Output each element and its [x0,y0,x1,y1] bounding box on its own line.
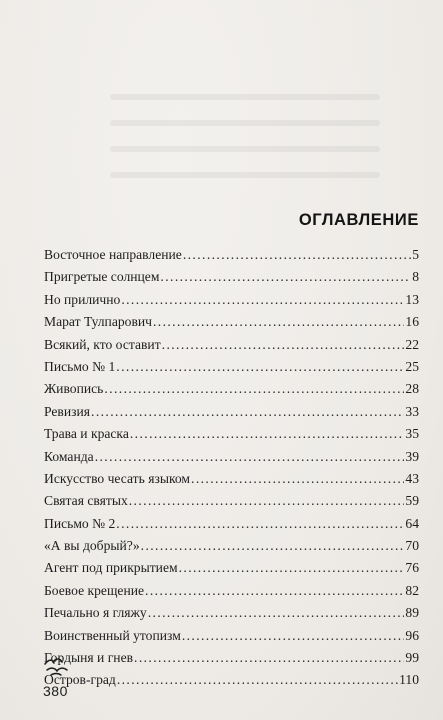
toc-entry-page: 8 [412,269,419,285]
toc-entry-title: Остров-град [44,672,116,688]
toc-entry-title: Письмо № 2 [44,515,116,531]
toc-entry [44,468,419,490]
toc-entry-page: 59 [405,493,419,509]
toc-entry [44,289,419,311]
toc-entry-title: Команда [44,448,94,464]
toc-entry-title: Печально я гляжу [44,605,147,621]
dot-leader [183,244,411,266]
toc-entry-title: «А вы добрый?» [44,538,140,554]
toc-entry-page: 110 [399,672,419,688]
dot-leader [116,356,404,378]
toc-entry-title: Трава и краска [44,426,129,442]
dot-leader [179,557,405,579]
toc-entry-title: Гордыня и гнев [44,650,134,666]
dot-leader [116,513,404,535]
toc-entry [44,244,419,266]
toc-entry [44,311,419,333]
dot-leader [148,602,405,624]
dot-leader [160,266,411,288]
toc-entry [44,580,419,602]
dot-leader [141,535,405,557]
toc-entry [44,266,419,288]
dot-leader [117,669,398,691]
toc-entry-page: 25 [405,358,419,374]
page-title: ОГЛАВЛЕНИЕ [298,211,419,229]
toc-entry [44,602,419,624]
toc-entry-page: 35 [405,426,419,442]
bleed-through-text [110,94,380,100]
dot-leader [182,625,405,647]
toc-entry [44,669,419,691]
toc-entry [44,423,419,445]
dot-leader [162,334,405,356]
toc-entry-page: 39 [405,448,419,464]
toc-entry-title: Но прилично [44,291,121,307]
toc-entry [44,401,419,423]
toc-entry-title: Всякий, кто оставит [44,336,161,352]
dot-leader [121,289,404,311]
toc-entry-page: 76 [405,560,419,576]
toc-entry-page: 28 [405,381,419,397]
toc-entry-page: 70 [405,538,419,554]
table-of-contents [44,244,419,692]
toc-entry-title: Марат Тулпарович [44,314,152,330]
dot-leader [145,580,404,602]
toc-entry-title: Живопись [44,381,104,397]
toc-entry-title: Святая святых [44,493,128,509]
toc-entry [44,647,419,669]
toc-entry-page: 96 [405,627,419,643]
dot-leader [153,311,404,333]
toc-entry-page: 5 [412,247,419,262]
toc-entry-title: Воинственный утопизм [44,627,181,643]
toc-entry [44,446,419,468]
toc-entry-page: 82 [405,582,419,598]
toc-entry [44,356,419,378]
dot-leader [129,490,405,512]
toc-entry-title: Письмо № 1 [44,358,116,374]
toc-entry-page: 43 [405,470,419,486]
dot-leader [95,446,405,468]
toc-entry-page: 89 [405,605,419,621]
toc-entry [44,557,419,579]
dot-leader [91,401,404,423]
dot-leader [191,468,404,490]
toc-entry-title: Искусство чесать языком [44,470,191,486]
toc-entry [44,625,419,647]
bleed-through-text [110,120,380,126]
toc-entry-page: 22 [405,336,419,352]
toc-entry-title: Пригретые солнцем [44,269,160,285]
page-number: 380 [43,683,68,699]
toc-entry [44,490,419,512]
toc-entry [44,513,419,535]
bird-ornament-icon [43,657,73,679]
toc-entry-page: 16 [405,314,419,330]
toc-entry-page: 64 [405,515,419,531]
dot-leader [134,647,404,669]
toc-entry-title: Боевое крещение [44,582,145,598]
dot-leader [104,378,404,400]
toc-entry-title: Восточное направление [44,247,182,262]
toc-entry [44,535,419,557]
toc-entry [44,334,419,356]
bleed-through-text [110,146,380,152]
toc-entry-page: 13 [405,291,419,307]
toc-entry [44,378,419,400]
toc-entry-title: Ревизия [44,403,91,419]
bleed-through-text [110,172,380,178]
toc-entry-title: Агент под прикрытием [44,560,178,576]
dot-leader [130,423,405,445]
toc-entry-page: 99 [405,650,419,666]
toc-entry-page: 33 [405,403,419,419]
